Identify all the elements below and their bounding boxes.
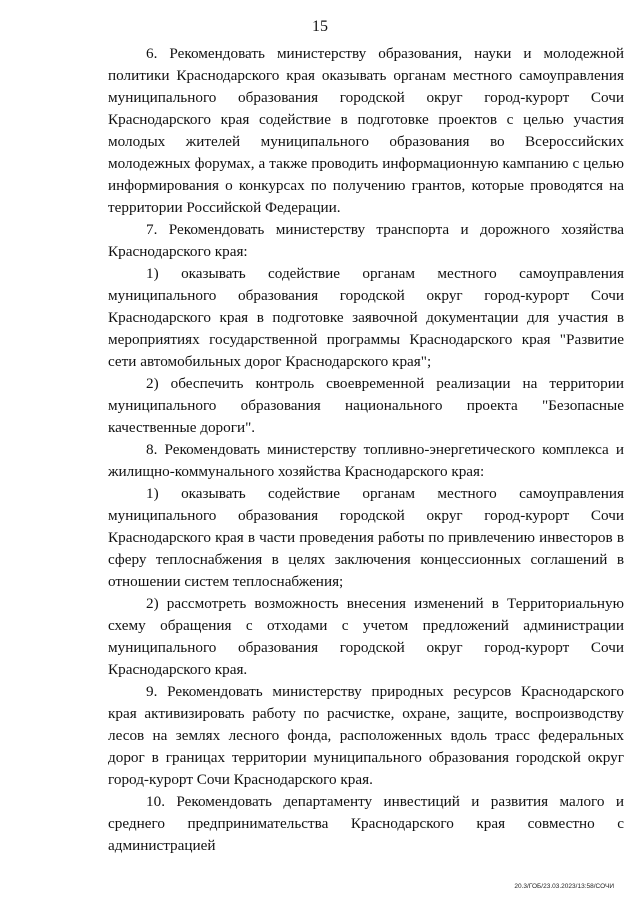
document-footer-code: 20.3/ГОБ/23.03.2023/13:58/СОЧИ <box>514 883 614 890</box>
subparagraph-7-2: 2) обеспечить контроль своевременной реализации на территории муниципального образования национального проекта "Безопасные качественные дороги". <box>108 375 624 436</box>
paragraph-item-8: 8. Рекомендовать министерству топливно-энергетического комплекса и жилищно-коммунального хозяйства Краснодарского края: <box>108 441 624 480</box>
paragraph-item-10: 10. Рекомендовать департаменту инвестиций и развития малого и среднего предпринимательства Краснодарского края совместно с администрацией <box>108 793 624 854</box>
subparagraph-7-1: 1) оказывать содействие органам местного самоуправления муниципального образования городской округ город-курорт Сочи Краснодарского края в подготовке заявочной документации для участия в мероприятиях государственной программы Краснодарского края "Развитие сети автомобильных дорог Краснодарского края"; <box>108 265 624 370</box>
paragraph-item-6: 6. Рекомендовать министерству образования, науки и молодежной политики Краснодарского края оказывать органам местного самоуправления муниципального образования городской округ город-курорт Сочи Краснодарского края содействие в подготовке проектов с целью участия молодых жителей муниципального образования во Всероссийских молодежных форумах, а также проводить информационную кампанию с целью информирования о конкурсах по получению грантов, которые проводятся на территории Российской Федерации. <box>108 45 624 216</box>
document-body <box>108 43 624 857</box>
paragraph-item-9: 9. Рекомендовать министерству природных ресурсов Краснодарского края активизировать работу по расчистке, охране, защите, воспроизводству лесов на землях лесного фонда, расположенных вдоль трасс федеральных дорог в границах территории муниципального образования городской округ город-курорт Сочи Краснодарского края. <box>108 683 624 788</box>
subparagraph-8-2: 2) рассмотреть возможность внесения изменений в Территориальную схему обращения с отходами с учетом предложений администрации муниципального образования городской округ город-курорт Сочи Краснодарского края. <box>108 595 624 678</box>
paragraph-item-7: 7. Рекомендовать министерству транспорта и дорожного хозяйства Краснодарского края: <box>108 221 624 260</box>
page-number: 15 <box>312 18 328 35</box>
subparagraph-8-1: 1) оказывать содействие органам местного самоуправления муниципального образования городской округ город-курорт Сочи Краснодарского края в части проведения работы по привлечению инвесторов в сферу теплоснабжения в целях заключения концессионных соглашений в отношении систем теплоснабжения; <box>108 485 624 590</box>
